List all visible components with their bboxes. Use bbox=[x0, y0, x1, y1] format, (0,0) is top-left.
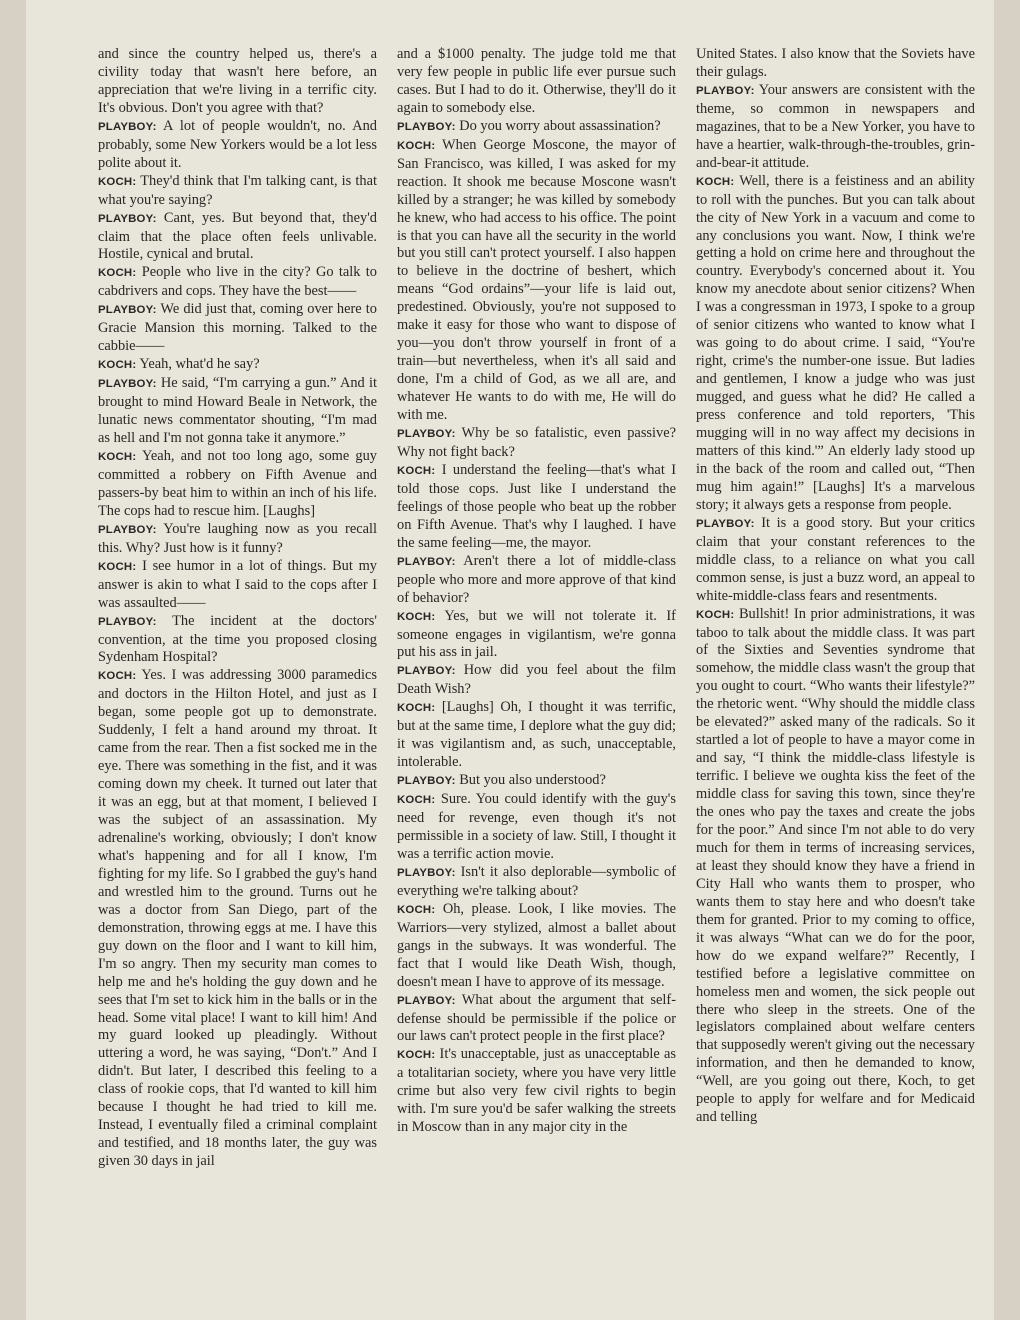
paragraph-text: Isn't it also deplorable—symbolic of everything we're talking about? bbox=[397, 863, 676, 899]
paragraph-text: Well, there is a feistiness and an ability to roll with the punches. But you can talk about the city of New York in a vacuum and come to any conclusions you want. Now, I think we're getting a hold on crime here and throughout the country. Everybody's concerned about it. You know my anecdote about senior citizens? When I was a congressman in 1973, I spoke to a group of senior citizens who wanted to know what I was going to do about crime. I said, “You're right, crime's the number-one issue. But ladies and gentlemen, I know a judge who was just mugged, and guess what he did? He called a press conference and told reporters, 'This mugging will in no way affect my decisions in matters of this kind.'” An elderly lady stood up in the back of the room and called out, “Then mug him again!” [Laughs] It's a marvelous story; it always gets a response from people. bbox=[696, 172, 975, 513]
speaker-label: PLAYBOY: bbox=[98, 523, 157, 536]
speaker-label: KOCH: bbox=[98, 560, 137, 573]
paragraph-text: It's unacceptable, just as unacceptable as a totalitarian society, where you have very little crime but also very few civil rights to begin with. I'm sure you'd be safer walking the streets in Moscow than in any major city in the bbox=[397, 1046, 676, 1136]
paragraph-text: Yeah, what'd he say? bbox=[139, 356, 260, 373]
continued-paragraph bbox=[696, 46, 975, 82]
paragraph-text: I see humor in a lot of things. But my answer is akin to what I said to the cops after I was assaulted—— bbox=[98, 557, 377, 611]
speaker-label: PLAYBOY: bbox=[98, 615, 157, 628]
paragraph-text: The incident at the doctors' convention, at the time you proposed closing Sydenham Hospital? bbox=[98, 612, 377, 666]
interview-paragraph bbox=[397, 137, 676, 425]
column-3 bbox=[696, 46, 975, 1296]
speaker-label: KOCH: bbox=[98, 450, 137, 463]
column-2 bbox=[397, 46, 676, 1296]
interview-paragraph bbox=[98, 264, 377, 301]
paragraph-text: Bullshit! In prior administrations, it was taboo to talk about the middle class. It was part of the Sixties and Seventies syndrome that somehow, the middle class wasn't the group that you ought to court. “Who wants their lifestyle?” the rhetoric went. “Why should the middle class be elevated?” asked many of the radicals. So it startled a lot of people to have a mayor come in and say, “I think the middle-class lifestyle is terrific. I believe we oughta kiss the feet of the middle class for saving this town, since they're the ones who pay the taxes and create the jobs for the poor.” And since I'm not able to do very much for them in terms of increasing services, at least they should know they have a friend in City Hall who wants them to prosper, who wants them to stay here and who doesn't take them for granted. Prior to my coming to office, it was always “What can we do for the poor, how do we expand welfare?” Recently, I testified before a legislative committee on homeless men and women, the sick people out there who sleep in the streets. One of the legislators complained about welfare centers that supposedly weren't giving out the necessary information, and then he demanded to know, “Well, are you going out there, Koch, to get people to apply for welfare and for Medicaid and telling bbox=[696, 605, 975, 1126]
interview-paragraph bbox=[397, 864, 676, 901]
interview-paragraph bbox=[397, 608, 676, 663]
paragraph-text: United States. I also know that the Soviets have their gulags. bbox=[696, 46, 975, 80]
speaker-label: KOCH: bbox=[397, 139, 436, 152]
speaker-label: PLAYBOY: bbox=[98, 120, 157, 133]
interview-paragraph bbox=[397, 699, 676, 772]
interview-paragraph bbox=[98, 301, 377, 356]
speaker-label: PLAYBOY: bbox=[397, 120, 456, 133]
interview-paragraph bbox=[397, 118, 676, 137]
speaker-label: PLAYBOY: bbox=[397, 994, 456, 1007]
speaker-label: PLAYBOY: bbox=[696, 517, 755, 530]
paragraph-text: What about the argument that self-defense should be permissible if the police or our laws can't protect people in the first place? bbox=[397, 991, 676, 1045]
paragraph-text: You're laughing now as you recall this. Why? Just how is it funny? bbox=[98, 520, 377, 556]
paragraph-text: Oh, please. Look, I like movies. The Warriors—very stylized, almost a ballet about gangs in the subways. It was wonderful. The fact that I would like Death Wish, though, doesn't mean I have to approve of its message. bbox=[397, 900, 676, 990]
interview-paragraph bbox=[98, 118, 377, 173]
paragraph-text: They'd think that I'm talking cant, is that what you're saying? bbox=[98, 172, 377, 208]
interview-paragraph bbox=[397, 462, 676, 553]
paragraph-text: Yes, but we will not tolerate it. If someone engages in vigilantism, we're gonna put his ass in jail. bbox=[397, 607, 676, 661]
interview-paragraph bbox=[98, 613, 377, 668]
speaker-label: PLAYBOY: bbox=[397, 428, 456, 441]
interview-paragraph bbox=[397, 425, 676, 462]
speaker-label: KOCH: bbox=[397, 1049, 436, 1062]
paragraph-text: A lot of people wouldn't, no. And probably, some New Yorkers would be a lot less polite about it. bbox=[98, 117, 377, 171]
interview-paragraph bbox=[696, 606, 975, 1128]
speaker-label: KOCH: bbox=[397, 702, 436, 715]
paragraph-text: When George Moscone, the mayor of San Francisco, was killed, I was asked for my reaction. It shook me because Moscone wasn't killed by a stranger; he was killed by somebody he knew, who had access to his office. The point is that you can have all the security in the world but you still can't protect yourself. I also happen to believe in the doctrine of beshert, which means “God ordains”—your life is laid out, predestined. Obviously, you're not supposed to make it easy for those who want to dispose of you—you don't throw yourself in front of a train—but nevertheless, when it's all said and done, I'm a child of God, as we all are, and whatever He wants to do with me, He will do with me. bbox=[397, 136, 676, 424]
speaker-label: KOCH: bbox=[98, 175, 137, 188]
paragraph-text: and a $1000 penalty. The judge told me that very few people in public life ever pursue such cases. But I had to do it. Otherwise, they'll do it again to somebody else. bbox=[397, 46, 676, 116]
interview-paragraph bbox=[397, 662, 676, 699]
speaker-label: PLAYBOY: bbox=[397, 866, 456, 879]
interview-paragraph bbox=[397, 772, 676, 791]
paragraph-text: But you also understood? bbox=[459, 772, 606, 789]
speaker-label: KOCH: bbox=[98, 359, 137, 372]
interview-paragraph bbox=[98, 375, 377, 448]
interview-paragraph bbox=[98, 667, 377, 1171]
paragraph-text: People who live in the city? Go talk to cabdrivers and cops. They have the best—— bbox=[98, 264, 377, 300]
paragraph-text: and since the country helped us, there's a civility today that wasn't here before, an appreciation that we're living in a terrific city. It's obvious. Don't you agree with that? bbox=[98, 46, 377, 116]
speaker-label: PLAYBOY: bbox=[98, 378, 157, 391]
continued-paragraph bbox=[98, 46, 377, 118]
interview-paragraph bbox=[696, 515, 975, 606]
magazine-page bbox=[26, 0, 994, 1320]
interview-paragraph bbox=[397, 553, 676, 608]
speaker-label: PLAYBOY: bbox=[696, 84, 755, 97]
interview-paragraph bbox=[397, 901, 676, 992]
paragraph-text: How did you feel about the film Death Wish? bbox=[397, 662, 676, 698]
paragraph-text: I understand the feeling—that's what I told those cops. Just like I understand the feelings of those people who beat up the robber on Fifth Avenue. That's why I laughed. I have the same feeling—me, the mayor. bbox=[397, 461, 676, 551]
article-body bbox=[98, 46, 978, 1296]
speaker-label: PLAYBOY: bbox=[98, 304, 157, 317]
speaker-label: PLAYBOY: bbox=[397, 555, 456, 568]
interview-paragraph bbox=[98, 173, 377, 210]
speaker-label: PLAYBOY: bbox=[98, 212, 157, 225]
interview-paragraph bbox=[98, 448, 377, 521]
interview-paragraph bbox=[397, 1046, 676, 1137]
speaker-label: KOCH: bbox=[696, 175, 735, 188]
paragraph-text: We did just that, coming over here to Gracie Mansion this morning. Talked to the cabbie—— bbox=[98, 301, 377, 355]
column-1 bbox=[98, 46, 377, 1296]
speaker-label: KOCH: bbox=[98, 267, 137, 280]
paragraph-text: It is a good story. But your critics claim that your constant references to the middle class, to a reliance on what you call common sense, is just a buzz word, an appeal to white-middle-class fears and resentments. bbox=[696, 514, 975, 604]
continued-paragraph bbox=[397, 46, 676, 118]
speaker-label: KOCH: bbox=[397, 464, 436, 477]
interview-paragraph bbox=[696, 173, 975, 515]
speaker-label: KOCH: bbox=[98, 670, 137, 683]
speaker-label: KOCH: bbox=[397, 794, 436, 807]
paragraph-text: Cant, yes. But beyond that, they'd claim that the place often feels unlivable. Hostile, cynical and brutal. bbox=[98, 209, 377, 263]
interview-paragraph bbox=[98, 356, 377, 375]
interview-paragraph bbox=[696, 82, 975, 173]
paragraph-text: Why be so fatalistic, even passive? Why not fight back? bbox=[397, 425, 676, 460]
speaker-label: KOCH: bbox=[397, 610, 436, 623]
interview-paragraph bbox=[397, 992, 676, 1047]
speaker-label: KOCH: bbox=[397, 903, 436, 916]
paragraph-text: Your answers are consistent with the theme, so common in newspapers and magazines, that to be a New Yorker, you have to have a heartier, walk-through-the-troubles, grin-and-bear-it attitude. bbox=[696, 81, 975, 171]
interview-paragraph bbox=[98, 558, 377, 613]
paragraph-text: Yeah, and not too long ago, some guy committed a robbery on Fifth Avenue and passers-by beat him to within an inch of his life. The cops had to rescue him. [Laughs] bbox=[98, 447, 377, 519]
paragraph-text: Do you worry about assassination? bbox=[459, 117, 661, 134]
speaker-label: PLAYBOY: bbox=[397, 775, 456, 788]
paragraph-text: Aren't there a lot of middle-class people who more and more approve of that kind of behavior? bbox=[397, 552, 676, 606]
interview-paragraph bbox=[397, 791, 676, 864]
speaker-label: KOCH: bbox=[696, 608, 735, 621]
paragraph-text: Sure. You could identify with the guy's need for revenge, even though it's not permissible in a society of law. Still, I thought it was a terrific action movie. bbox=[397, 791, 676, 862]
paragraph-text: Yes. I was addressing 3000 paramedics and doctors in the Hilton Hotel, and just as I began, some people got up to demonstrate. Suddenly, I felt a hand around my throat. It came from the rear. Then a fist socked me in the eye. There was something in the fist, and it was coming down my cheek. It turned out later that it was an egg, but at that moment, I believed I was the subject of an assassination. My adrenaline's working, obviously; I don't know what's happening and for all I know, I'm fighting for my life. So I grabbed the guy's hand and wrestled him to the ground. Turns out he was a doctor from San Diego, part of the demonstration, throwing eggs at me. I have this guy down on the floor and I want to kill him, I'm so angry. Then my security man comes to help me and he's holding the guy down and he sees that I'm set to kick him in the balls or in the head. Some vital place! I want to kill him! And my guard looked up pleadingly. Without uttering a word, he was saying, “Don't.” And I didn't. But later, I described this feeling to a class of rookie cops, that I'd wanted to kill him because I thought he had tried to kill me. Instead, I eventually filed a criminal complaint and testified, and 18 months later, the guy was given 30 days in jail bbox=[98, 667, 377, 1170]
interview-paragraph bbox=[98, 210, 377, 265]
scan-margin bbox=[994, 0, 1020, 1320]
paragraph-text: He said, “I'm carrying a gun.” And it brought to mind Howard Beale in Network, the lunatic news commentator shouting, “I'm mad as hell and I'm not gonna take it anymore.” bbox=[98, 375, 377, 447]
speaker-label: PLAYBOY: bbox=[397, 665, 456, 678]
paragraph-text: [Laughs] Oh, I thought it was terrific, but at the same time, I deplore what the guy did; it was vigilantism and, as such, unacceptable, intolerable. bbox=[397, 699, 676, 771]
interview-paragraph bbox=[98, 521, 377, 558]
